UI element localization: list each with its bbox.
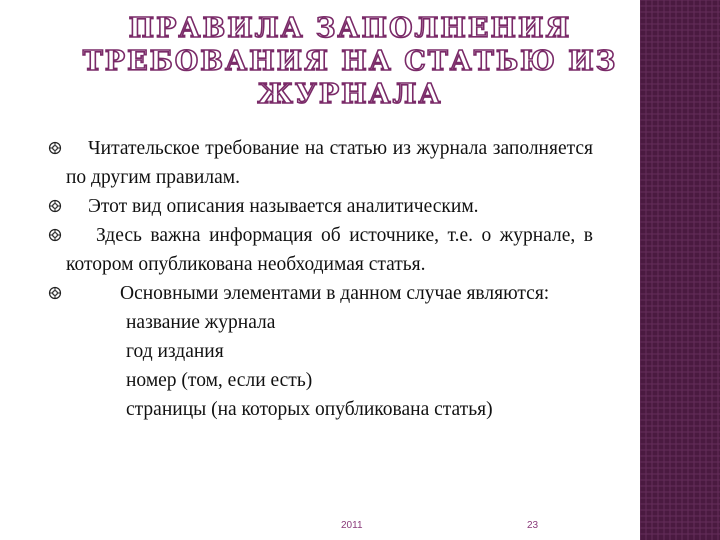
bullet-item xyxy=(66,134,593,192)
title-line: ЖУРНАЛА xyxy=(257,79,443,110)
sub-item: страницы (на которых опубликована статья) xyxy=(126,399,493,420)
sub-item: название журнала xyxy=(126,312,276,333)
bullet-text: Этот вид описания называется аналитическим. xyxy=(88,196,479,217)
bullet-item xyxy=(66,192,593,221)
sun-bullet-icon xyxy=(48,141,62,155)
decorative-side-panel xyxy=(640,0,720,540)
footer-date: 2011 xyxy=(341,520,363,531)
bullet-text: Здесь важна информация об источнике, т.е. о журнале, в котором опубликована необходимая статья. xyxy=(66,225,593,275)
sub-item: номер (том, если есть) xyxy=(126,370,313,391)
bullet-text: Основными элементами в данном случае являются: xyxy=(120,283,550,304)
plaid-pattern xyxy=(640,0,720,540)
sub-item: год издания xyxy=(126,341,224,362)
title-line: ПРАВИЛА ЗАПОЛНЕНИЯ xyxy=(128,13,572,44)
bullet-item xyxy=(66,221,593,279)
sun-bullet-icon xyxy=(48,286,62,300)
slide-title xyxy=(60,12,640,111)
bullet-text: Читательское требование на статью из журнала заполняется по другим правилам. xyxy=(66,138,593,188)
sun-bullet-icon xyxy=(48,228,62,242)
slide-body xyxy=(66,134,593,424)
bullet-item xyxy=(66,279,593,308)
slide-number: 23 xyxy=(527,520,539,531)
sun-bullet-icon xyxy=(48,199,62,213)
title-line: ТРЕБОВАНИЯ НА СТАТЬЮ ИЗ xyxy=(82,46,618,77)
